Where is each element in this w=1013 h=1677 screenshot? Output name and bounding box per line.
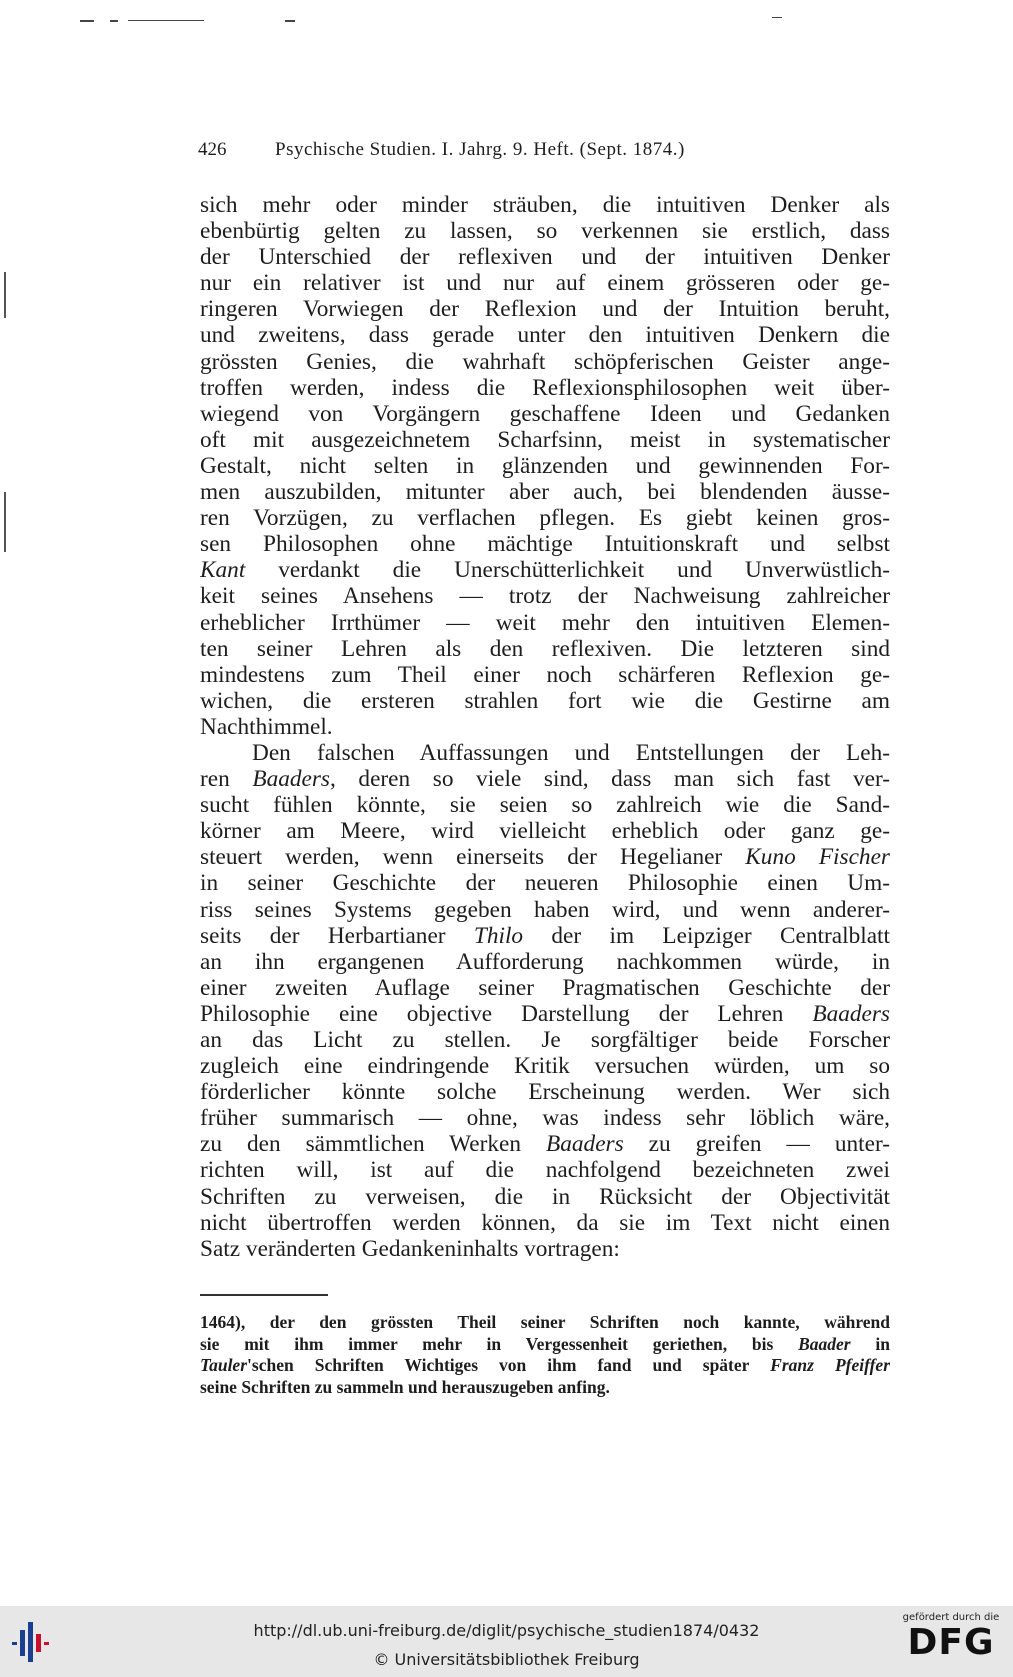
- text-line: einer zweiten Auflage seiner Pragmatischen Geschichte der: [200, 974, 890, 1001]
- footnote-line: 1464), der den grössten Theil seiner Schriften noch kannte, während: [200, 1312, 890, 1332]
- text-line: Gestalt, nicht selten in glänzenden und gewinnenden For-: [200, 452, 890, 479]
- footnote-line: seine Schriften zu sammeln und herauszugeben anfing.: [200, 1376, 610, 1397]
- text-line: Satz veränderten Gedankeninhalts vortragen:: [200, 1235, 620, 1262]
- scan-edge-marks: [0, 0, 1013, 60]
- text-line: riss seines Systems gegeben haben wird, und wenn anderer-: [200, 896, 890, 923]
- text-line: men auszubilden, mitunter aber auch, bei blendenden äusse-: [200, 479, 890, 506]
- text-line: ringeren Vorwiegen der Reflexion und der Intuition beruht,: [200, 296, 890, 323]
- footnote-line: Tauler'schen Schriften Wichtiges von ihm fand und später Franz Pfeiffer: [200, 1355, 890, 1375]
- dfg-caption: gefördert durch die: [902, 1612, 1000, 1623]
- text-line: Kant verdankt die Unerschütterlichkeit und Unverwüstlich-: [200, 557, 890, 584]
- text-line: ren Baaders, deren so viele sind, dass man sich fast ver-: [200, 766, 890, 793]
- text-line: in seiner Geschichte der neueren Philosophie einen Um-: [200, 870, 890, 897]
- text-line: früher summarisch — ohne, was indess sehr löblich wäre,: [200, 1105, 890, 1132]
- text-line: keit seines Ansehens — trotz der Nachweisung zahlreicher: [200, 583, 890, 610]
- text-line: sucht fühlen könnte, sie seien so zahlreich wie die Sand-: [200, 792, 890, 819]
- footnote-rule: [200, 1294, 328, 1296]
- text-line: förderlicher könnte solche Erscheinung werden. Wer sich: [200, 1079, 890, 1106]
- text-line: mindestens zum Theil einer noch schärferen Reflexion ge-: [200, 661, 890, 688]
- text-line: der Unterschied der reflexiven und der intuitiven Denker: [200, 244, 890, 271]
- text-line: an ihn ergangenen Aufforderung nachkommen würde, in: [200, 948, 890, 975]
- text-line: seits der Herbartianer Thilo der im Leipziger Centralblatt: [200, 922, 890, 949]
- footnote: [200, 1312, 890, 1398]
- text-line: Philosophie eine objective Darstellung der Lehren Baaders: [200, 1000, 890, 1027]
- viewer-footer: [0, 1606, 1013, 1677]
- text-line: wiegend von Vorgängern geschaffene Ideen und Gedanken: [200, 400, 890, 427]
- text-line: troffen werden, indess die Reflexionsphilosophen weit über-: [200, 374, 890, 401]
- text-line: erheblicher Irrthümer — weit mehr den intuitiven Elemen-: [200, 609, 890, 636]
- text-line: Schriften zu verweisen, die in Rücksicht der Objectivität: [200, 1183, 890, 1210]
- footnote-line: sie mit ihm immer mehr in Vergessenheit geriethen, bis Baader in: [200, 1333, 890, 1354]
- text-line: zu den sämmtlichen Werken Baaders zu greifen — unter-: [200, 1131, 890, 1158]
- text-line: zugleich eine eindringende Kritik versuchen würden, um so: [200, 1053, 890, 1080]
- text-line: ren Vorzügen, zu verflachen pflegen. Es giebt keinen gros-: [200, 505, 890, 532]
- text-line: und zweitens, dass gerade unter den intuitiven Denkern die: [200, 322, 890, 349]
- margin-mark: [4, 272, 6, 318]
- text-line: Den falschen Auffassungen und Entstellungen der Leh-: [252, 739, 890, 766]
- page-number: 426: [198, 139, 227, 160]
- text-line: steuert werden, wenn einerseits der Hegelianer Kuno Fischer: [200, 844, 890, 871]
- page-header: [198, 139, 898, 169]
- text-line: ten seiner Lehren als den reflexiven. Die letzteren sind: [200, 635, 890, 662]
- text-line: nur ein relativer ist und nur auf einem grösseren oder ge-: [200, 270, 890, 297]
- body-text: [200, 192, 890, 1262]
- permalink-url[interactable]: http://dl.ub.uni-freiburg.de/diglit/psychische_studien1874/0432: [253, 1621, 760, 1640]
- text-line: nicht übertroffen werden können, da sie im Text nicht einen: [200, 1209, 890, 1236]
- running-title: Psychische Studien. I. Jahrg. 9. Heft. (Sept. 1874.): [275, 139, 685, 160]
- text-line: richten will, ist auf die nachfolgend bezeichneten zwei: [200, 1157, 890, 1184]
- text-line: sen Philosophen ohne mächtige Intuitionskraft und selbst: [200, 531, 890, 558]
- text-line: wichen, die ersteren strahlen fort wie die Gestirne am: [200, 687, 890, 714]
- dfg-logo: [895, 1612, 1007, 1672]
- margin-mark: [4, 492, 6, 552]
- text-line: körner am Meere, wird vielleicht erheblich oder ganz ge-: [200, 818, 890, 845]
- text-line: oft mit ausgezeichnetem Scharfsinn, meist in systematischer: [200, 426, 890, 453]
- dfg-logo-text: DFG: [907, 1622, 995, 1663]
- text-line: Nachthimmel.: [200, 713, 333, 740]
- copyright-notice: © Universitätsbibliothek Freiburg: [373, 1650, 640, 1669]
- text-line: sich mehr oder minder sträuben, die intuitiven Denker als: [200, 192, 890, 218]
- text-line: ebenbürtig gelten zu lassen, so verkennen sie erstlich, dass: [200, 218, 890, 245]
- text-line: an das Licht zu stellen. Je sorgfältiger beide Forscher: [200, 1027, 890, 1053]
- text-line: grössten Genies, die wahrhaft schöpferischen Geister ange-: [200, 348, 890, 375]
